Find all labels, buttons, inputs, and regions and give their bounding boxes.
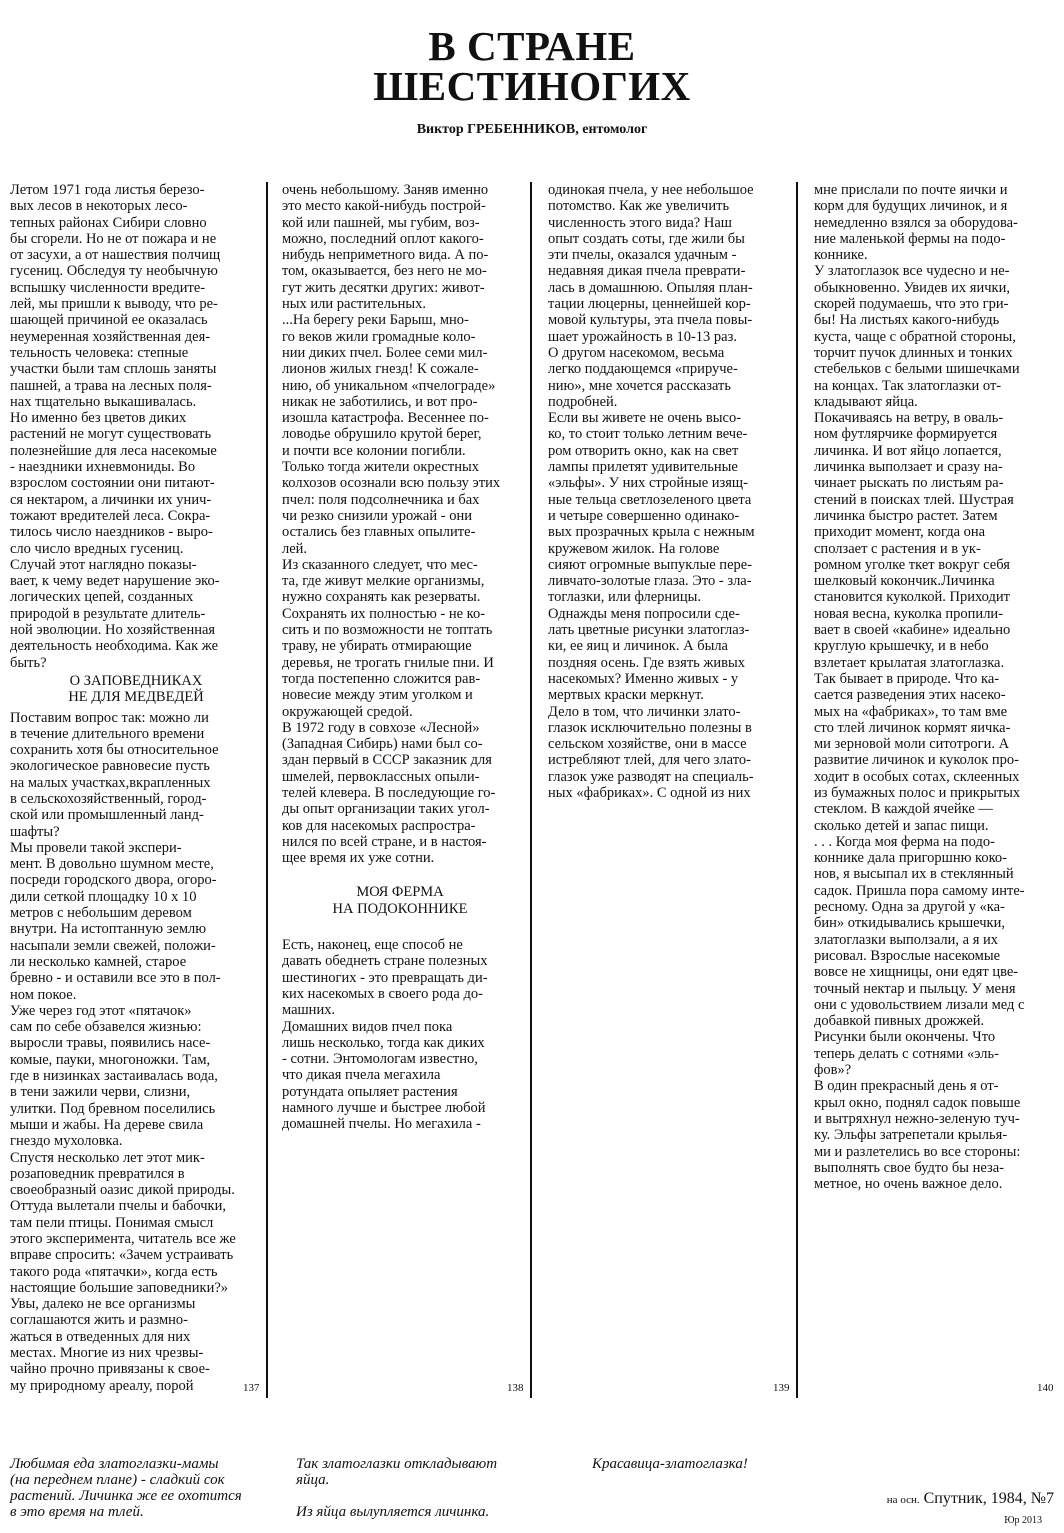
spacer (282, 921, 518, 937)
page-number: 140 (1037, 1382, 1054, 1394)
byline: Виктор ГРЕБЕННИКОВ, ентомолог (416, 122, 648, 137)
page-number: 137 (243, 1382, 260, 1394)
copyright-note: Юр 2013 (1004, 1515, 1042, 1526)
section-heading: О ЗАПОВЕДНИКАХ НЕ ДЛЯ МЕДВЕДЕЙ (68, 672, 204, 706)
column-divider (796, 182, 798, 1398)
article-paragraph: Летом 1971 года листья березо- вых лесов в некоторых лесо- тепных районах Сибири словно бы сгорели. Но не от пожара и не от засухи, а от нашествия полчищ гусениц. Обследуя ту необычную вспышку численности вредите- лей, мы пришли к выводу, что ре- шающей причиной ее оказалась неумеренная хозяйственная дея- тельность человека: степные участки были там сплошь заняты пашней, а трава на лесных поля- нах тщательно выкашивалась. Но именно без цветов диких растений не могут существовать полезнейшие для леса насекомые - наездники ихневмониды. Во взрослом состоянии они питают- ся нектаром, а личинки их унич- тожают вредителей леса. Сокра- тилось число наездников - выро- сло число вредных гусениц. Случай этот наглядно показы- вает, к чему ведет нарушение эко- логических цепей, созданных природой в результате длитель- ной эволюции. Но хозяйственная деятельность необходима. Как же быть? (10, 182, 221, 671)
text-column-3 (548, 182, 784, 1396)
page-number: 139 (773, 1382, 790, 1394)
spacer (282, 866, 518, 882)
title-line-2: ШЕСТИНОГИХ (373, 63, 691, 109)
figure-caption: Так златоглазки откладывают яйца. Из яйца вылупляется личинка. (296, 1456, 498, 1520)
article-paragraph: Поставим вопрос так: можно ли в течение длительного времени сохранить хотя бы относительное экологическое равновесие пусть на малых участках,вкрапленных в сельскохозяйственный, город- ской или промышленный ланд- шафты? Мы провели такой экспери- мент. В довольно шумном месте, посреди городского двора, огоро- дили сеткой площадку 10 х 10 метров с небольшим деревом внутри. На истоптанную землю насыпали земли свежей, положи- ли несколько камней, старое бревно - и оставили все это в пол- ном покое. Уже через год этот «пятачок» сам по себе обзавелся жизнью: выросли травы, появились насе- комые, пауки, многоножки. Там, где в низинках застаивалась вода, в тени зажили черви, слизни, улитки. Под бревном поселились мыши и жабы. На дереве свила гнездо мухоловка. Спустя несколько лет этот мик- розаповедник превратился в своеобразный оазис дикой природы. Оттуда вылетали пчелы и бабочки, там пели птицы. Понимая смысл этого эксперимента, читатель все же вправе спросить: «Зачем устраивать такого рода «пятачки», когда есть настоящие большие заповедники?» Увы, далеко не все организмы соглашаются жить и размно- жаться в отведенных для них местах. Многие из них чрезвы- чайно прочно привязаны к свое- му природному ареалу, порой (10, 709, 236, 1394)
text-column-2 (282, 182, 518, 1396)
text-column-1 (10, 182, 262, 1396)
source-credit (887, 1490, 1054, 1508)
page-number: 138 (507, 1382, 524, 1394)
source-text: Спутник, 1984, №7 (923, 1490, 1054, 1507)
article-paragraph: Есть, наконец, еще способ не давать обеднеть стране полезных шестиногих - это превращать ди- ких насекомых в своего рода до- машних. Домашних видов пчел пока лишь несколько, тогда как диких - сотни. Энтомологам известно, что дикая пчела мегахила ротундата опыляет растения намного лучше и быстрее любой домашней пчелы. Но мегахила - (282, 937, 488, 1133)
section-heading: МОЯ ФЕРМА НА ПОДОКОННИКЕ (332, 884, 468, 917)
article-paragraph: одинокая пчела, у нее небольшое потомство. Как же увеличить численность этого вида? Наш опыт создать соты, где жили бы эти пчелы, оказался удачным - недавняя дикая пчела преврати- лась в домашнюю. Опыляя план- тации люцерны, ценнейшей кор- мовой культуры, эта пчела повы- шает урожайность в 10-13 раз. О другом насекомом, весьма легко поддающемся «прируче- нию», мне хочется рассказать подробней. Если вы живете не очень высо- ко, то стоит только летним вече- ром отворить окно, как на свет лампы прилетят удивительные «эльфы». У них стройные изящ- ные тельца светлозеленого цвета и четыре совершенно одинако- вых прозрачных крыла с нежным кружевом жилок. На голове сияют огромные выпуклые пере- ливчато-золотые глаза. Это - зла- тоглазки, или флерницы. Однажды меня попросили сде- лать цветные рисунки златоглаз- ки, ее яиц и личинок. А была поздняя осень. Где взять живых насекомых? Именно живых - у мертвых краски меркнут. Дело в том, что личинки злато- глазок исключительно полезны в сельском хозяйстве, они в массе истребляют тлей, для чего злато- глазок уже разводят на специаль- ных «фабриках». С одной из них (548, 182, 755, 801)
article-paragraph: очень небольшому. Заняв именно это место какой-нибудь построй- кой или пашней, мы губим, воз- можно, последний оплот какого- нибудь неприметного вида. А по- том, оказывается, без него не мо- гут жить десятки других: живот- ных или растительных. ...На берегу реки Барыш, мно- го веков жили громадные коло- нии диких пчел. Более семи мил- лионов жилых гнезд! К сожале- нию, об уникальном «пчелограде» никак не заботились, и вот про- изошла катастрофа. Весеннее по- ловодье обрушило крутой берег, и почти все колонии погибли. Только тогда жители окрестных колхозов осознали всю пользу этих пчел: поля подсолнечника и бах чи резко снизили урожай - они остались без главных опылите- лей. Из сказанного следует, что мес- та, где живут мелкие организмы, нужно сохранять как резерваты. Сохранять их полностью - не ко- сить и по возможности не топтать траву, не убирать отмирающие деревья, не трогать гнилые пни. И тогда постепенно сложится рав- новесие между этим уголком и окружающей средой. В 1972 году в совхозе «Лесной» (Западная Сибирь) нами был со- здан первый в СССР заказник для шмелей, первокласcных опыли- телей клевера. В последующие го- ды опыт организации таких угол- ков для насекомых распростра- нился по всей стране, и в настоя- щее время их уже сотни. (282, 182, 501, 867)
column-divider (266, 182, 268, 1398)
title-line-1: В СТРАНЕ (428, 23, 636, 69)
article-title (0, 23, 1064, 109)
figure-caption: Красавица-златоглазка! (592, 1456, 748, 1472)
text-column-4 (814, 182, 1054, 1396)
source-prefix: на осн. (886, 1494, 920, 1506)
article-paragraph: мне прислали по почте яички и корм для будущих личинок, и я немедленно взялся за оборудова- ние маленькой фермы на подо- коннике. У златоглазок все чудесно и не- обыкновенно. Увидев их яички, скорей подумаешь, что это гри- бы! На листьях какого-нибудь куста, чаще с обратной стороны, торчит пучок длинных и тонких стебельков с белыми шишечками на концах. Так златоглазки от- кладывают яйца. Покачиваясь на ветру, в оваль- ном футлярчике формируется личинка. И вот яйцо лопается, личинка выползает и сразу на- чинает рыскать по листьям ра- стений в поисках тлей. Шустрая личинка быстро растет. Затем приходит момент, когда она сползает с растения и в ук- ромном уголке ткет вокруг себя шелковый кокончик.Личинка становится куколкой. Приходит новая весна, куколка пропили- вает в своей «кабине» идеально круглую крышечку, и в небо взлетает крылатая златоглазка. Так бывает в природе. Что ка- сается разведения этих насеко- мых на «фабриках», то там вме сто тлей личинок кормят яичка- ми зерновой моли ситотроги. А развитие личинок и куколок про- ходит в особых сотах, склеенных из бумажных полос и прикрытых стеклом. В каждой ячейке — сколько детей и запас пищи. . . . Когда моя ферма на подо- коннике дала пригоршню коко- нов, я высыпал их в стеклянный садок. Пришла пора самому инте- ресному. Одна за другой у «ка- бин» откидывались крышечки, златоглазки выползали, а я их рисовал. Взрослые насекомые вовсе не хищницы, они едят цве- точный нектар и пыльцу. У меня они с удовольствием лизали мед с добавкой пивных дрожжей. Рисунки были окончены. Что теперь делать с сотнями «эль- фов»? В один прекрасный день я от- крыл окно, поднял садок повыше и вытряхнул нежно-зеленую туч- ку. Эльфы затрепетали крылья- ми и разлетелись во все стороны: выполнять свое будто бы неза- метное, но очень важное дело. (814, 182, 1025, 1193)
column-divider (530, 182, 532, 1398)
figure-caption: Любимая еда златоглазки-мамы (на переднем плане) - сладкий сок растений. Личинка же ее охотится в это время на тлей. (10, 1456, 242, 1520)
